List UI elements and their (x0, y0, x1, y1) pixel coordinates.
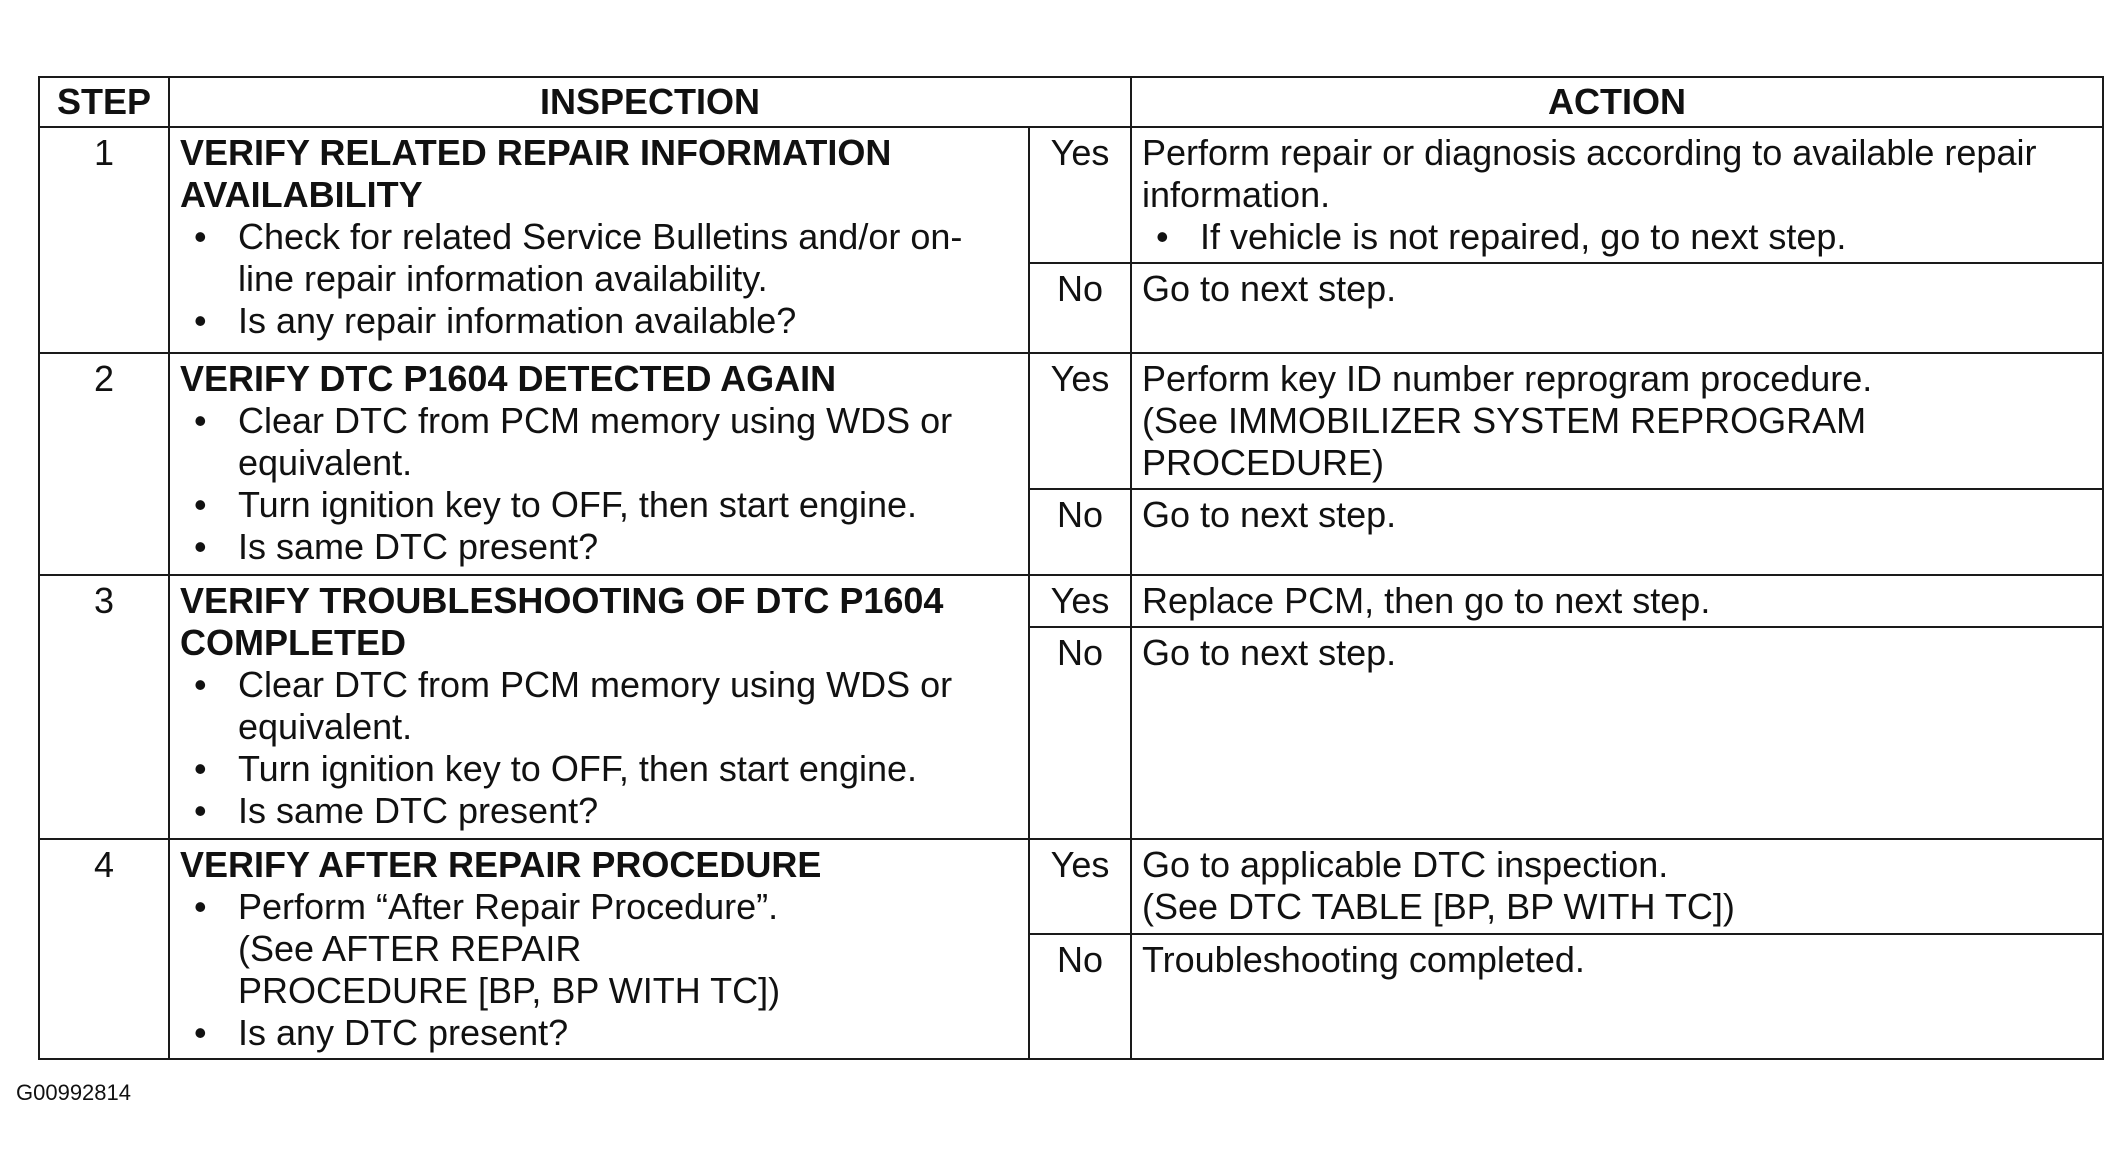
inspection-bullet: • Perform “After Repair Procedure”. (See AFTER REPAIR PROCEDURE [BP, BP WITH TC]) (238, 886, 1018, 1012)
yes-label: Yes (1029, 839, 1131, 934)
no-action: Troubleshooting completed. (1131, 934, 2103, 1059)
inspection-cell (169, 353, 1029, 575)
no-label: No (1029, 627, 1131, 839)
no-label: No (1029, 263, 1131, 353)
yes-action: Perform repair or diagnosis according to available repair information. (1142, 132, 2037, 215)
yes-action: Go to applicable DTC inspection. (See DTC TABLE [BP, BP WITH TC]) (1131, 839, 2103, 934)
no-label: No (1029, 489, 1131, 575)
figure-code: G00992814 (16, 1080, 131, 1105)
inspection-bullet: • Is same DTC present? (238, 790, 1018, 832)
inspection-title: VERIFY DTC P1604 DETECTED AGAIN (180, 358, 837, 399)
header-action: ACTION (1131, 77, 2103, 127)
inspection-table (38, 76, 2104, 1060)
inspection-bullet: • Is same DTC present? (238, 526, 1018, 568)
dtc-inspection-table (38, 76, 2102, 1060)
no-action: Go to next step. (1131, 489, 2103, 575)
inspection-title: VERIFY RELATED REPAIR INFORMATION AVAILABILITY (180, 132, 892, 215)
inspection-bullet: • Clear DTC from PCM memory using WDS or equivalent. (238, 664, 1018, 748)
yes-label: Yes (1029, 353, 1131, 489)
inspection-cell (169, 575, 1029, 839)
yes-action-cell (1131, 127, 2103, 263)
header-row (39, 77, 2103, 127)
inspection-bullet: • Is any repair information available? (238, 300, 1018, 342)
yes-action: Perform key ID number reprogram procedure. (See IMMOBILIZER SYSTEM REPROGRAM PROCEDURE) (1131, 353, 2103, 489)
action-bullet: • If vehicle is not repaired, go to next step. (1200, 216, 2092, 258)
inspection-bullet: • Is any DTC present? (238, 1012, 1018, 1054)
inspection-bullet: • Turn ignition key to OFF, then start engine. (238, 484, 1018, 526)
inspection-bullets (180, 886, 1018, 1054)
action-bullets (1142, 216, 2092, 258)
inspection-title: VERIFY TROUBLESHOOTING OF DTC P1604 COMPLETED (180, 580, 944, 663)
inspection-bullet: • Clear DTC from PCM memory using WDS or equivalent. (238, 400, 1018, 484)
table-row (39, 353, 2103, 489)
inspection-bullets (180, 216, 1018, 342)
table-row (39, 575, 2103, 627)
step-number: 4 (39, 839, 169, 1059)
header-step: STEP (39, 77, 169, 127)
inspection-bullets (180, 664, 1018, 832)
table-row (39, 839, 2103, 934)
header-inspection: INSPECTION (169, 77, 1131, 127)
inspection-cell (169, 127, 1029, 353)
inspection-bullet: • Check for related Service Bulletins and/or on-line repair information availability. (238, 216, 1018, 300)
inspection-title: VERIFY AFTER REPAIR PROCEDURE (180, 844, 822, 885)
inspection-bullets (180, 400, 1018, 568)
yes-label: Yes (1029, 127, 1131, 263)
no-action: Go to next step. (1131, 627, 2103, 839)
step-number: 2 (39, 353, 169, 575)
step-number: 1 (39, 127, 169, 353)
yes-label: Yes (1029, 575, 1131, 627)
inspection-cell (169, 839, 1029, 1059)
inspection-bullet: • Turn ignition key to OFF, then start engine. (238, 748, 1018, 790)
table-row (39, 127, 2103, 263)
step-number: 3 (39, 575, 169, 839)
no-action: Go to next step. (1131, 263, 2103, 353)
no-label: No (1029, 934, 1131, 1059)
yes-action: Replace PCM, then go to next step. (1131, 575, 2103, 627)
